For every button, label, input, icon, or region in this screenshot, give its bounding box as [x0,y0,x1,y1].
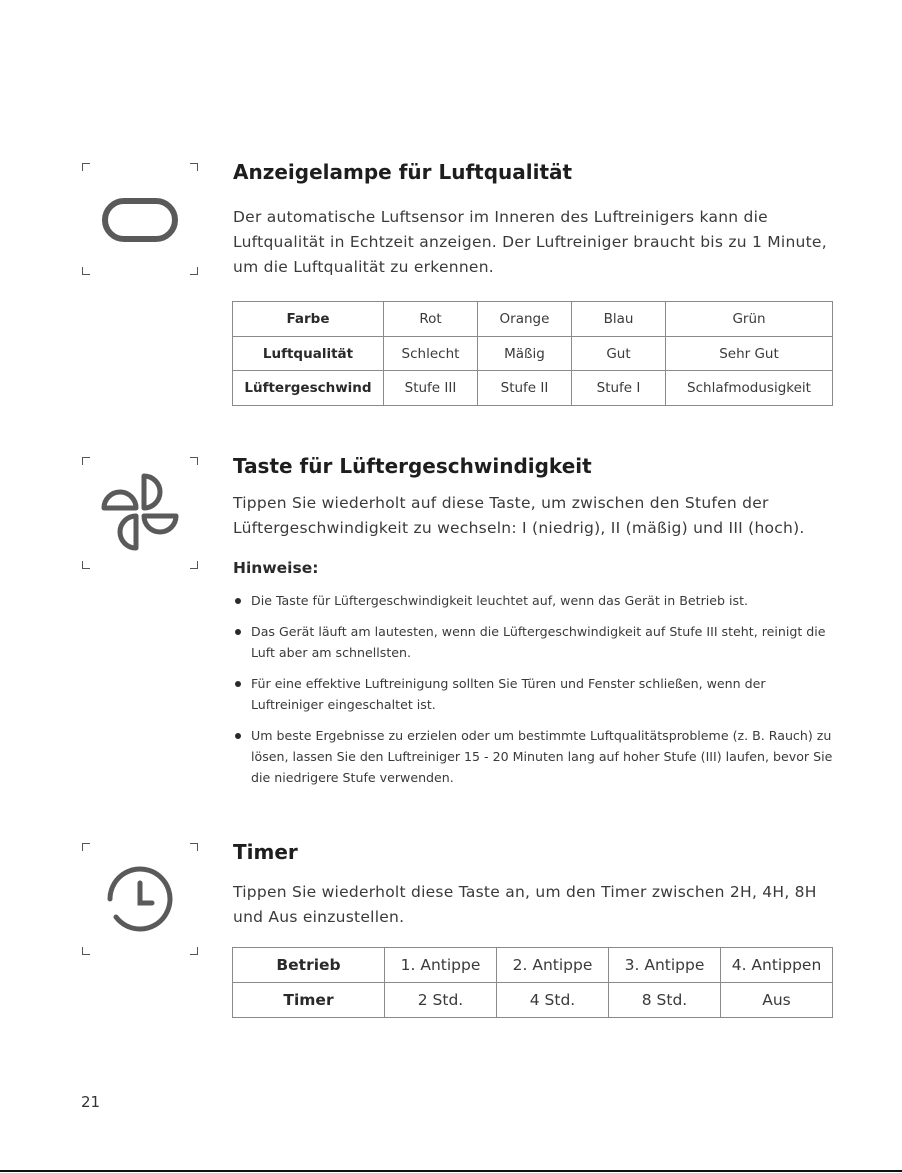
list-item: Für eine effektive Luftreinigung sollten Sie Türen und Fenster schließen, wenn der Luftreiniger eingeschaltet ist. [233,673,833,715]
table-cell: Mäßig [478,337,572,371]
frame-corner [190,163,198,171]
table-row [233,337,833,371]
table-row [233,371,833,406]
frame-corner [82,561,90,569]
fan-icon [100,471,180,551]
frame-corner [82,163,90,171]
fan-speed-title: Taste für Lüftergeschwindigkeit [233,454,592,478]
table-row [233,983,833,1018]
table-header-cell: Luftqualität [233,337,384,371]
air-quality-icon-frame [82,163,198,275]
table-cell: Schlafmodusigkeit [666,371,833,406]
table-cell: 4. Antippen [721,948,833,983]
air-quality-title: Anzeigelampe für Luftqualität [233,160,573,184]
notes-title: Hinweise: [233,559,319,577]
table-cell: Rot [384,302,478,337]
table-cell: 2 Std. [385,983,497,1018]
list-item: Die Taste für Lüftergeschwindigkeit leuchtet auf, wenn das Gerät in Betrieb ist. [233,590,833,611]
table-cell: 8 Std. [609,983,721,1018]
timer-icon-frame [82,843,198,955]
frame-corner [190,267,198,275]
table-header-cell: Lüftergeschwind [233,371,384,406]
frame-corner [190,561,198,569]
frame-corner [190,947,198,955]
air-quality-description: Der automatische Luftsensor im Inneren des Luftreinigers kann die Luftqualität in Echtzeit anzeigen. Der Luftreiniger braucht bis zu 1 Minute, um die Luftqualität zu erkennen. [233,208,827,276]
table-header-cell: Betrieb [233,948,385,983]
fan-speed-icon-frame [82,457,198,569]
rounded-rectangle-indicator-icon [100,189,180,249]
fan-speed-description: Tippen Sie wiederholt auf diese Taste, um zwischen den Stufen der Lüftergeschwindigkeit zu wechseln: I (niedrig), II (mäßig) und III (hoch). [233,494,805,537]
table-cell: Stufe III [384,371,478,406]
table-header-cell: Farbe [233,302,384,337]
table-cell: 2. Antippe [497,948,609,983]
air-quality-table [232,301,833,406]
table-cell: 3. Antippe [609,948,721,983]
table-cell: Stufe II [478,371,572,406]
frame-corner [82,947,90,955]
frame-corner [190,457,198,465]
table-cell: Gut [572,337,666,371]
timer-table [232,947,833,1018]
timer-title: Timer [233,840,298,864]
notes-list [233,590,833,798]
page-number: 21 [81,1093,101,1111]
table-cell: Grün [666,302,833,337]
table-cell: Blau [572,302,666,337]
timer-description: Tippen Sie wiederholt diese Taste an, um den Timer zwischen 2H, 4H, 8H und Aus einzustellen. [233,883,817,926]
list-item: Das Gerät läuft am lautesten, wenn die Lüftergeschwindigkeit auf Stufe III steht, reinigt die Luft aber am schnellsten. [233,621,833,663]
frame-corner [190,843,198,851]
list-item: Um beste Ergebnisse zu erzielen oder um bestimmte Luftqualitätsprobleme (z. B. Rauch) zu lösen, lassen Sie den Luftreiniger 15 - 20 Minuten lang auf hoher Stufe (III) laufen, bevor Sie die niedrigere Stufe verwenden. [233,725,833,788]
table-cell: 4 Std. [497,983,609,1018]
table-cell: Stufe I [572,371,666,406]
table-cell: Sehr Gut [666,337,833,371]
frame-corner [82,267,90,275]
table-row [233,948,833,983]
bottom-rule [0,1170,902,1172]
clock-icon [100,859,180,939]
table-row [233,302,833,337]
table-header-cell: Timer [233,983,385,1018]
table-cell: Schlecht [384,337,478,371]
table-cell: Orange [478,302,572,337]
frame-corner [82,843,90,851]
table-cell: Aus [721,983,833,1018]
table-cell: 1. Antippe [385,948,497,983]
frame-corner [82,457,90,465]
